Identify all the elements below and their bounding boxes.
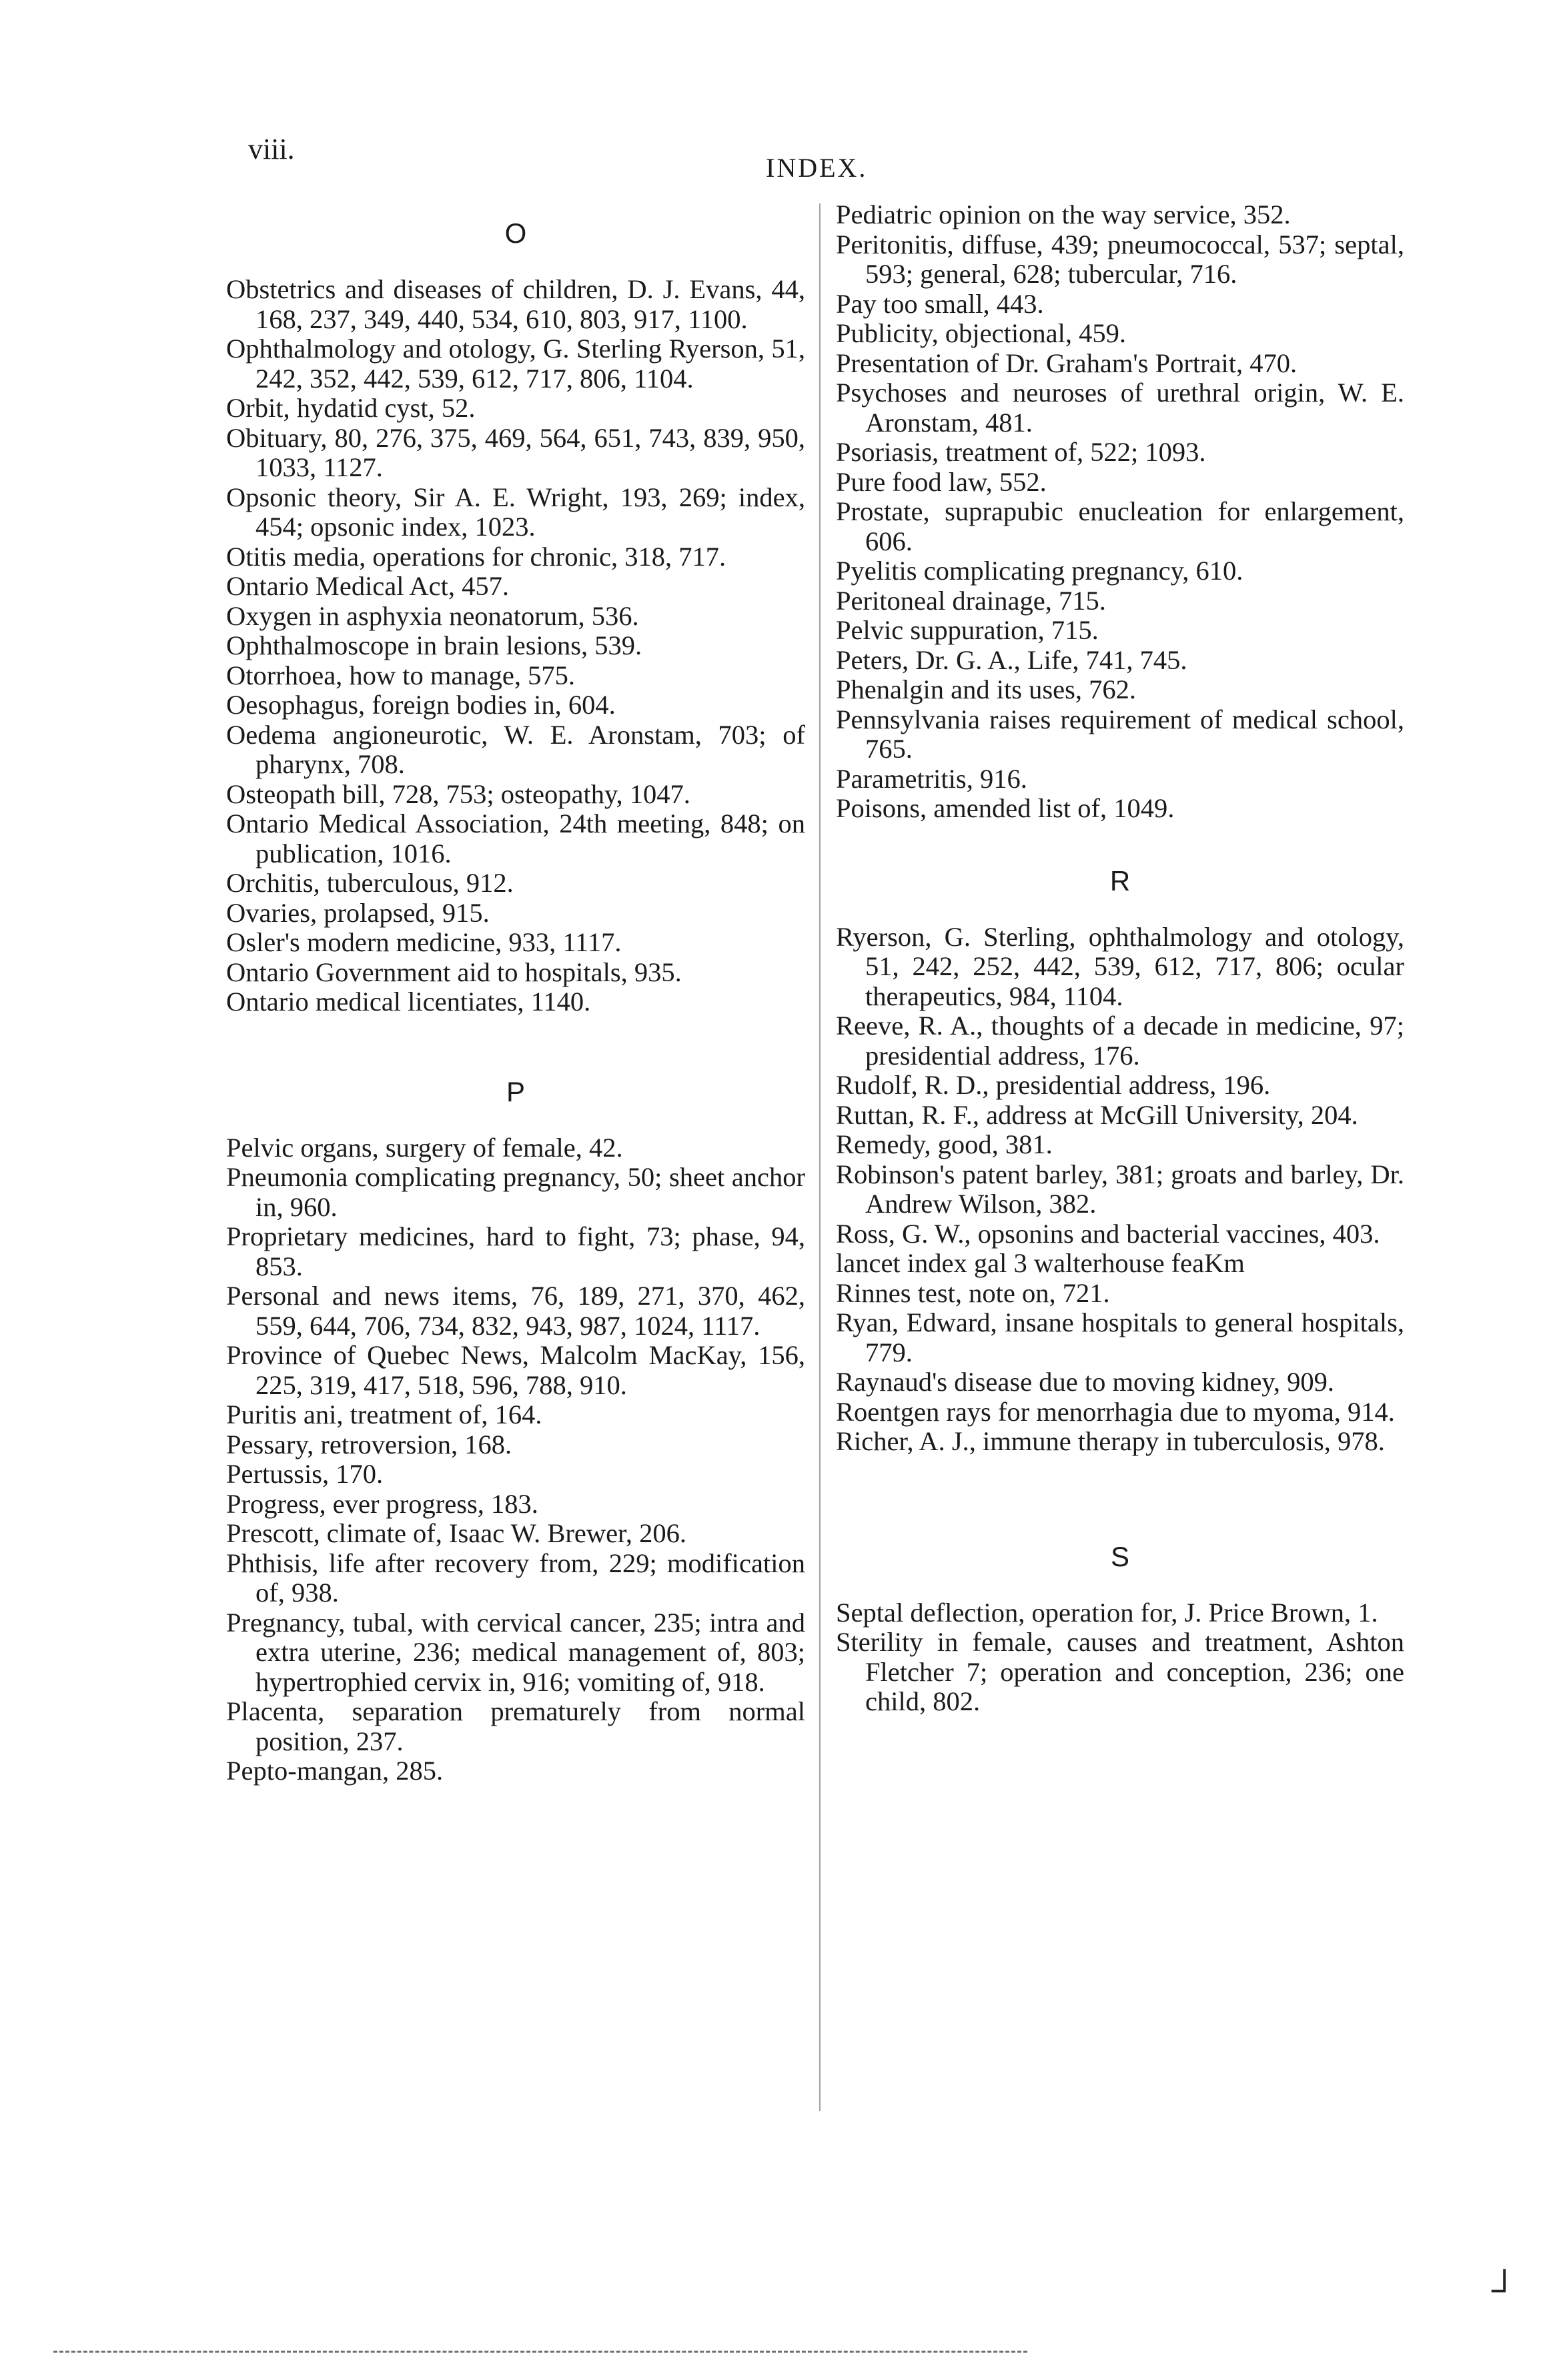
section-o-entries (226, 275, 805, 1017)
index-entry: Peritonitis, diffuse, 439; pneumococcal, 537; septal, 593; general, 628; tubercular, 716. (836, 229, 1404, 289)
index-entry: Ontario Government aid to hospitals, 935. (226, 957, 682, 987)
index-entry: Rudolf, R. D., presidential address, 196. (836, 1070, 1271, 1100)
index-entry: Opsonic theory, Sir A. E. Wright, 193, 269; index, 454; opsonic index, 1023. (226, 482, 805, 542)
index-entry: Ryerson, G. Sterling, ophthalmology and otology, 51, 242, 252, 442, 539, 612, 717, 806; ocular therapeutics, 984, 1104. (836, 921, 1404, 1011)
index-entry: Robinson's patent barley, 381; groats and barley, Dr. Andrew Wilson, 382. (836, 1159, 1404, 1219)
index-entry: Phenalgin and its uses, 762. (836, 674, 1136, 704)
index-entry: Septal deflection, operation for, J. Price Brown, 1. (836, 1597, 1378, 1628)
margin-mark: ┘ (1492, 2270, 1518, 2310)
index-entry: Phthisis, life after recovery from, 229; modification of, 938. (226, 1548, 805, 1608)
index-entry: Remedy, good, 381. (836, 1129, 1053, 1159)
index-entry: Pneumonia complicating pregnancy, 50; sheet anchor in, 960. (226, 1162, 805, 1222)
index-entry: Pure food law, 552. (836, 466, 1047, 497)
index-entry: Pepto-mangan, 285. (226, 1756, 444, 1786)
index-entry: Raynaud's disease due to moving kidney, 909. (836, 1367, 1335, 1397)
index-entry: Pessary, retroversion, 168. (226, 1429, 512, 1459)
index-entry: Province of Quebec News, Malcolm MacKay, 156, 225, 319, 417, 518, 596, 788, 910. (226, 1340, 805, 1400)
index-entry: Ontario Medical Association, 24th meeting, 848; on publication, 1016. (226, 808, 805, 868)
index-entry: Prescott, climate of, Isaac W. Brewer, 206. (226, 1518, 687, 1548)
index-entry: Presentation of Dr. Graham's Portrait, 470. (836, 348, 1298, 378)
index-entry: Pay too small, 443. (836, 288, 1044, 319)
index-entry: Osler's modern medicine, 933, 1117. (226, 927, 622, 957)
column-divider (819, 203, 821, 2111)
index-entry: Otorrhoea, how to manage, 575. (226, 660, 575, 690)
index-entry: Ovaries, prolapsed, 915. (226, 897, 490, 928)
index-entry: Publicity, objectional, 459. (836, 318, 1126, 348)
index-entry: Psychoses and neuroses of urethral origin, W. E. Aronstam, 481. (836, 378, 1404, 438)
index-entry: Pyelitis complicating pregnancy, 610. (836, 556, 1243, 586)
index-entry: Orchitis, tuberculous, 912. (226, 868, 514, 898)
right-column (836, 200, 1404, 1717)
section-s-entries (836, 1598, 1404, 1717)
index-entry: Richer, A. J., immune therapy in tuberculosis, 978. (836, 1426, 1385, 1456)
section-letter-s: S (1110, 1540, 1129, 1572)
index-entry: Roentgen rays for menorrhagia due to myoma, 914. (836, 1396, 1395, 1427)
left-column (226, 200, 805, 1786)
index-entry: lancet index gal 3 walterhouse feaKm (836, 1248, 1245, 1278)
index-entry: Obstetrics and diseases of children, D. J. Evans, 44, 168, 237, 349, 440, 534, 610, 803, 917, 1100. (226, 274, 805, 334)
index-entry: Ontario medical licentiates, 1140. (226, 987, 591, 1017)
index-entry: Rinnes test, note on, 721. (836, 1277, 1110, 1308)
section-letter-r: R (1109, 864, 1131, 897)
index-entry: Peters, Dr. G. A., Life, 741, 745. (836, 644, 1187, 675)
index-entry: Obituary, 80, 276, 375, 469, 564, 651, 743, 839, 950, 1033, 1127. (226, 422, 805, 482)
index-entry: Oxygen in asphyxia neonatorum, 536. (226, 600, 639, 631)
index-entry: Sterility in female, causes and treatment, Ashton Fletcher 7; operation and conception, 236; one child, 802. (836, 1627, 1404, 1716)
index-entry: Placenta, separation prematurely from normal position, 237. (226, 1696, 805, 1756)
index-entry: Oesophagus, foreign bodies in, 604. (226, 690, 616, 720)
index-entry: Ross, G. W., opsonins and bacterial vaccines, 403. (836, 1218, 1380, 1249)
section-p-entries (226, 1133, 805, 1786)
index-entry: Pregnancy, tubal, with cervical cancer, 235; intra and extra uterine, 236; medical management of, 803; hypertrophied cervix in, 916; vomiting of, 918. (226, 1607, 805, 1697)
index-entry: Ruttan, R. F., address at McGill University, 204. (836, 1099, 1358, 1130)
index-entry: Poisons, amended list of, 1049. (836, 793, 1175, 823)
index-entry: Puritis ani, treatment of, 164. (226, 1399, 542, 1429)
index-entry: Orbit, hydatid cyst, 52. (226, 393, 476, 423)
index-entry: Pennsylvania raises requirement of medical school, 765. (836, 704, 1404, 764)
index-entry: Proprietary medicines, hard to fight, 73; phase, 94, 853. (226, 1221, 805, 1281)
index-entry: Pediatric opinion on the way service, 352. (836, 199, 1291, 229)
index-entry: Prostate, suprapubic enucleation for enlargement, 606. (836, 496, 1404, 556)
index-entry: Pelvic organs, surgery of female, 42. (226, 1132, 623, 1163)
page-number: viii. (248, 133, 295, 165)
index-entry: Psoriasis, treatment of, 522; 1093. (836, 437, 1206, 467)
index-entry: Reeve, R. A., thoughts of a decade in medicine, 97; presidential address, 176. (836, 1011, 1404, 1071)
index-entry: Progress, ever progress, 183. (226, 1488, 538, 1519)
index-entry: Ryan, Edward, insane hospitals to general hospitals, 779. (836, 1307, 1404, 1367)
running-title: INDEX. (766, 153, 868, 183)
index-entry: Otitis media, operations for chronic, 318, 717. (226, 541, 726, 572)
index-entry: Osteopath bill, 728, 753; osteopathy, 1047. (226, 778, 690, 809)
bottom-dashed-rule (53, 2351, 1027, 2353)
index-entry: Oedema angioneurotic, W. E. Aronstam, 703; of pharynx, 708. (226, 719, 805, 779)
section-r-entries (836, 923, 1404, 1457)
index-entry: Ontario Medical Act, 457. (226, 571, 510, 601)
index-entry: Peritoneal drainage, 715. (836, 585, 1106, 616)
section-letter-p: P (506, 1075, 525, 1107)
index-entry: Ophthalmoscope in brain lesions, 539. (226, 630, 642, 660)
index-entry: Personal and news items, 76, 189, 271, 370, 462, 559, 644, 706, 734, 832, 943, 987, 1024, 1117. (226, 1281, 805, 1341)
index-entry: Parametritis, 916. (836, 763, 1027, 794)
index-entry: Ophthalmology and otology, G. Sterling Ryerson, 51, 242, 352, 442, 539, 612, 717, 806, 1104. (226, 334, 805, 394)
index-entry: Pelvic suppuration, 715. (836, 615, 1099, 645)
index-entry: Pertussis, 170. (226, 1459, 384, 1489)
section-p-continued-entries (836, 200, 1404, 824)
section-letter-o: O (504, 217, 527, 249)
